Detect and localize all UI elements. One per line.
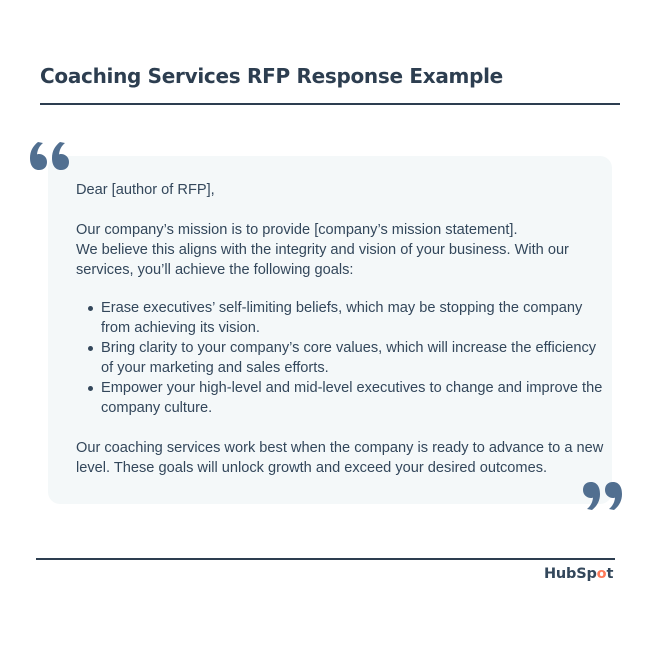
bottom-divider (36, 558, 615, 560)
logo-text-suffix: t (606, 566, 614, 582)
page-title: Coaching Services RFP Response Example (40, 64, 503, 88)
letter-intro-line2: We believe this aligns with the integrity and vision of your business. With our services, you’ll achieve the following goals: (76, 242, 569, 278)
open-quote-icon (30, 138, 70, 172)
hubspot-logo (544, 566, 613, 582)
logo-text-prefix: HubSp (544, 566, 597, 582)
letter-closing: Our coaching services work best when the company is ready to advance to a new level. These goals will unlock growth and exceed your desired outcomes. (76, 440, 604, 476)
close-quote-icon (582, 480, 622, 514)
letter-body (76, 180, 606, 478)
top-divider (40, 103, 620, 105)
letter-intro-line1: Our company’s mission is to provide [company’s mission statement]. (76, 222, 518, 238)
list-item: Empower your high-level and mid-level executives to change and improve the company culture. (76, 378, 606, 418)
letter-greeting: Dear [author of RFP], (76, 182, 215, 198)
list-item: Bring clarity to your company’s core values, which will increase the efficiency of your marketing and sales efforts. (76, 338, 606, 378)
sprocket-icon: o (596, 566, 607, 582)
goals-list (76, 298, 606, 418)
list-item: Erase executives’ self-limiting beliefs, which may be stopping the company from achieving its vision. (76, 298, 606, 338)
